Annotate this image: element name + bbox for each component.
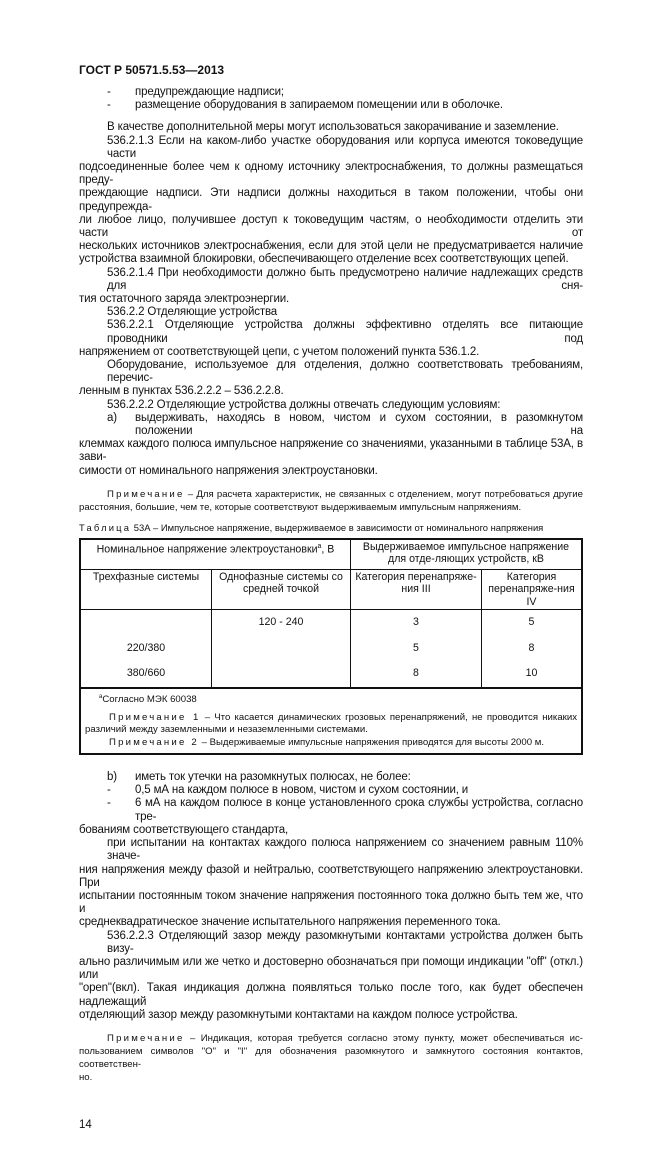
- cell: 380/660: [126, 667, 166, 680]
- column-category-iii: [351, 610, 482, 688]
- note-text: – Что касается динамических грозовых перенапряжений, не проводится никаких различий между заземленными и незаземленными системами.: [85, 711, 578, 736]
- text-line: ально различимым или же четко и достоверно обозначаться при помощи индикации "off" (откл.) или: [79, 955, 583, 982]
- cell: 3: [413, 616, 419, 629]
- footnote-text: Согласно МЭК 60038: [102, 694, 197, 706]
- bullet-item: [79, 86, 583, 99]
- text-line: напряжением от соответствующей цепи, с учетом положений пункта 536.1.2.: [79, 345, 480, 358]
- note: [79, 488, 583, 514]
- text-line: 536.2.2.1 Отделяющие устройства должны эффективно отделять все питающие проводники под: [107, 319, 583, 345]
- footnote-cell: [80, 688, 582, 754]
- text-line: 536.2.2.3 Отделяющий зазор между разомкнутыми контактами устройства должен быть визу-: [107, 929, 583, 955]
- paragraph-536-2-1-3: [79, 135, 583, 267]
- text-line: устройства взаимной блокировки, обеспечивающего отделение всех соответствующих цепей.: [79, 253, 569, 266]
- footnote-marker: a: [99, 693, 103, 700]
- text: выдерживать, находясь в новом, чистом и сухом состоянии, в разомкнутом положении на: [135, 411, 583, 438]
- cell: [212, 636, 350, 662]
- text: иметь ток утечки на разомкнутых полюсах, не более:: [135, 771, 411, 784]
- paragraph-testing: [79, 837, 583, 929]
- table-header-row: [80, 539, 582, 570]
- bullet-text: размещение оборудования в запираемом помещении или в оболочке.: [135, 99, 503, 112]
- note-label: Примечание: [107, 1032, 185, 1044]
- paragraph-536-2-2-2: 536.2.2.2 Отделяющие устройства должны отвечать следующим условиям:: [107, 398, 501, 411]
- note-label: Примечание 1: [109, 711, 201, 723]
- text-line: [79, 488, 583, 501]
- text-line: бованиям соответствующего стандарта,: [79, 823, 289, 836]
- cell: [81, 610, 211, 636]
- document-header: ГОСТ Р 50571.5.53—2013: [79, 63, 225, 77]
- text-line: ли любое лицо, получившее доступ к токоведущим частям, о необходимости отделить эти части от: [79, 213, 583, 240]
- paragraph-536-2-2-3: [79, 930, 583, 1022]
- header-cell: Трехфазные системы: [80, 569, 212, 610]
- header-cell: Однофазные системы со средней точкой: [212, 569, 351, 610]
- text-line: 536.2.1.4 При необходимости должно быть предусмотрено наличие надлежащих средств для сня-: [107, 266, 583, 292]
- text-line: но.: [79, 1071, 93, 1083]
- cell: 120 - 240: [258, 616, 304, 629]
- dash-marker: -: [107, 86, 111, 98]
- cell: 8: [528, 641, 535, 654]
- paragraph-536-2-1-4: [79, 267, 583, 307]
- dash-item: [79, 797, 583, 823]
- section-heading: 536.2.2 Отделяющие устройства: [107, 306, 278, 319]
- item-b: [79, 771, 583, 784]
- paragraph-equipment: [79, 359, 583, 399]
- bullet-item: [79, 99, 583, 112]
- table-53a: [79, 538, 583, 755]
- page-number: 14: [79, 1118, 92, 1131]
- text: 0,5 мА на каждом полюсе в новом, чистом и сухом состоянии, и: [135, 784, 469, 797]
- paragraph-536-2-2-1: [79, 319, 583, 359]
- text-line: подсоединенные более чем к одному источнику электроснабжения, то должны размещаться преду-: [79, 161, 583, 187]
- header-cell: [80, 539, 351, 570]
- text-line: клеммах каждого полюса импульсное напряжение со значениями, указанными в таблице 53А, в зави-: [79, 438, 583, 464]
- table-caption: [79, 522, 583, 534]
- paragraph: В качестве дополнительной меры могут использоваться закорачивание и заземление.: [107, 121, 559, 134]
- table-data: [80, 610, 582, 688]
- text-line: ленным в пунктах 536.2.2.2 – 536.2.2.8.: [79, 385, 284, 398]
- dash-marker: -: [107, 797, 111, 810]
- note-label: Примечание: [107, 488, 185, 500]
- table-note-1: [85, 712, 577, 737]
- text-line: [79, 1032, 583, 1045]
- document-page: [79, 0, 583, 1162]
- cell: 5: [413, 641, 419, 654]
- text-line: симости от номинального напряжения электроустановки.: [79, 464, 378, 477]
- footnote-ref: a: [317, 542, 322, 550]
- cell: 8: [413, 667, 419, 680]
- item-a: [79, 412, 583, 478]
- text-line: Оборудование, используемое для отделения, должно соответствовать требованиям, перечис-: [107, 359, 583, 385]
- note-text: – Индикация, которая требуется согласно этому пункту, может обеспечиваться ис-: [184, 1032, 583, 1044]
- text-line: ния напряжения между фазой и нейтралью, соответствующего напряжению электроустановки. При: [79, 863, 583, 889]
- column-single-phase: [212, 610, 351, 688]
- header-text: Номинальное напряжение электроустановки: [96, 543, 318, 556]
- table-subheader-row: [80, 569, 582, 610]
- text-line: преждающие надписи. Эти надписи должны находиться в таком положении, чтобы они предупрежда-: [79, 187, 583, 213]
- dash-item: [79, 784, 583, 797]
- column-category-iv: [482, 610, 583, 688]
- dash-marker: -: [107, 784, 111, 797]
- list-marker: b): [107, 771, 117, 784]
- caption-label: Таблица: [79, 521, 132, 533]
- cell: 10: [525, 667, 538, 680]
- bullet-text: предупреждающие надписи;: [135, 86, 284, 98]
- note-text: – Выдерживаемые импульсные напряжения приводятся для высоты 2000 м.: [198, 736, 544, 748]
- header-cell: Выдерживаемое импульсное напряжение для отде-ляющих устройств, кВ: [351, 539, 583, 570]
- header-cell: Категория перенапряже-ния III: [351, 569, 482, 610]
- text-line: при испытании на контактах каждого полюса напряжением со значением равным 110% значе-: [107, 837, 583, 863]
- footnote: [85, 691, 577, 707]
- text-line: 536.2.1.3 Если на каком-либо участке оборудования или корпуса имеются токоведущие части: [107, 134, 583, 160]
- list-marker: a): [107, 411, 117, 424]
- text-line: [79, 412, 583, 438]
- text-line: испытании постоянным током значение напряжения постоянного тока должно быть тем же, что и: [79, 889, 583, 916]
- text-line: пользованием символов "О" и "I" для обозначения разомкнутого и замкнутого состояния контактов, соответствен-: [79, 1045, 583, 1070]
- cell: 220/380: [126, 641, 166, 654]
- text-line: нескольких источников электроснабжения, если для этой цели не предусматривается наличие: [79, 240, 583, 253]
- dash-marker: -: [107, 99, 111, 112]
- note: [79, 1032, 583, 1084]
- text-line: тия остаточного заряда электроэнергии.: [79, 293, 290, 306]
- header-cell: Категория перенапряже-ния IV: [482, 569, 583, 610]
- text-line: "open"(вкл). Такая индикация должна появляться только после того, как будет обеспечен надлежащий: [79, 982, 583, 1008]
- column-three-phase: [80, 610, 212, 688]
- text-line: среднеквадратическое значение испытательного напряжения переменного тока.: [79, 916, 501, 929]
- note-text: – Для расчета характеристик, не связанных с отделением, могут потребоваться другие: [184, 488, 583, 500]
- text-line: расстояния, большие, чем те, которые соответствуют выдерживаемым импульсным напряжениям.: [79, 501, 522, 513]
- cell: [212, 661, 350, 687]
- table-note-2: [85, 737, 577, 750]
- table-footnotes: [80, 688, 582, 754]
- header-unit: , В: [321, 543, 335, 556]
- text-line: отделяющий зазор между разомкнутыми контактами на каждом полюсе устройства.: [79, 1008, 518, 1021]
- cell: 5: [528, 616, 535, 629]
- note-label: Примечание 2: [109, 736, 199, 748]
- caption-text: 53А – Импульсное напряжение, выдерживаемое в зависимости от номинального напряжения: [131, 521, 544, 533]
- text: 6 мА на каждом полюсе в конце установленного срока службы устройства, согласно тре-: [135, 797, 583, 823]
